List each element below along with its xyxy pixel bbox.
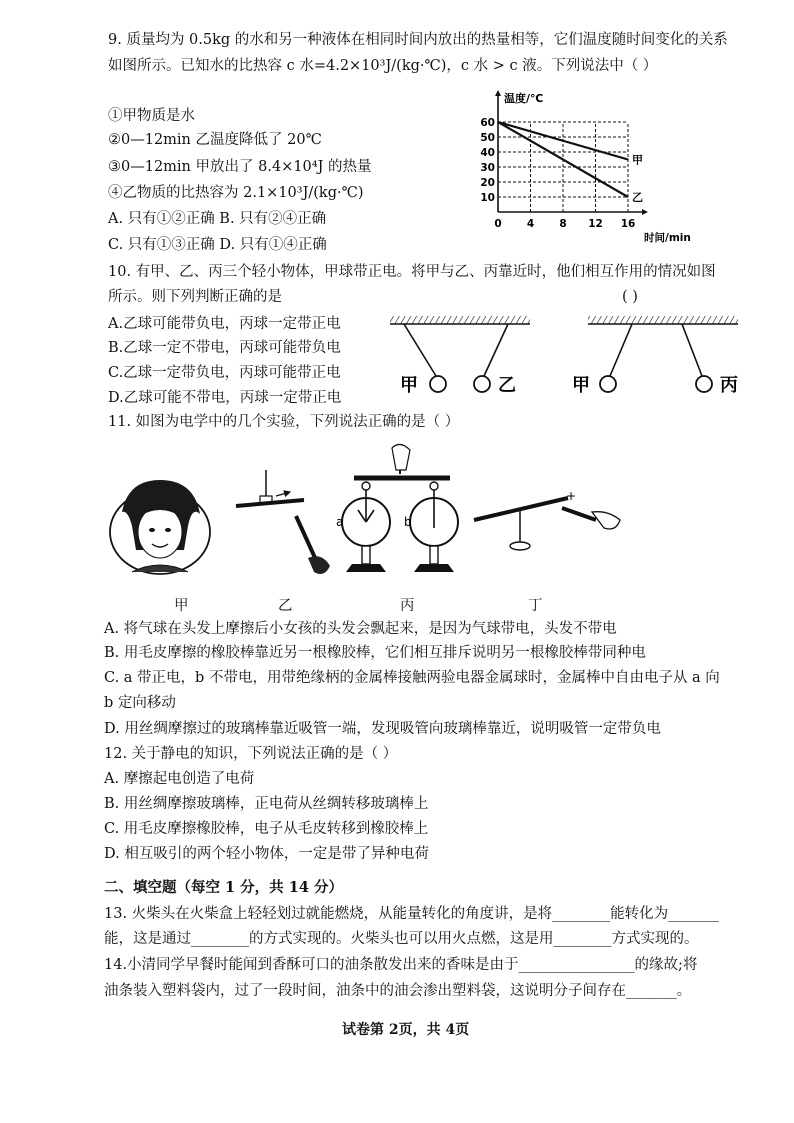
left-ceiling	[390, 316, 530, 324]
y-tick-label-1: 20	[480, 177, 495, 189]
q11-option-d: D. 用丝绸摩擦过的玻璃棒靠近吸管一端，发现吸管向玻璃棒靠近，说明吸管一定带负电	[104, 721, 661, 737]
q10-option-b: B.乙球一定不带电，丙球可能带负电	[108, 340, 341, 356]
q10-stem-line2: 所示。则下列判断正确的是	[108, 289, 282, 305]
temperature-time-chart	[474, 86, 710, 244]
q9-stem-line2: 如图所示。已知水的比热容 c 水=4.2×10³J/(kg·℃)，c 水 > c 液。下列说法中（ ）	[108, 58, 658, 74]
ball-bing	[696, 376, 712, 392]
x-tick-label-2: 8	[559, 218, 567, 230]
x-axis-arrow	[642, 209, 648, 215]
thread-jia-right	[610, 324, 632, 376]
q11-option-c: C. a 带正电，b 不带电，用带绝缘柄的金属棒接触两验电器金属球时，金属棒中自由电子从 a 向	[104, 670, 720, 686]
q14-line2: 油条装入塑料袋内，过了一段时间，油条中的油会渗出塑料袋，这说明分子间存在_______。	[104, 983, 692, 999]
y-axis-arrow	[495, 90, 501, 96]
chart-ticks	[480, 117, 635, 230]
q11-fig-label-ding: 丁	[528, 598, 543, 614]
y-tick-label-3: 40	[480, 147, 495, 159]
right-ceiling	[588, 316, 738, 324]
q9-statement-2: ②0—12min 乙温度降低了 20℃	[108, 132, 322, 148]
x-tick-label-0: 0	[494, 218, 502, 230]
thread-bing	[682, 324, 702, 376]
q12-option-d: D. 相互吸引的两个轻小物体，一定是带了异种电荷	[104, 846, 429, 862]
ball-yi	[474, 376, 490, 392]
q11-option-a: A. 将气球在头发上摩擦后小女孩的头发会飘起来，是因为气球带电，头发不带电	[104, 621, 617, 637]
q11-option-c-cont: b 定向移动	[104, 695, 176, 711]
girl-portrait-illustration	[110, 480, 210, 574]
x-tick-label-1: 4	[526, 218, 535, 230]
q10-stem-line1: 10. 有甲、乙、丙三个轻小物体，甲球带正电。将甲与乙、丙靠近时，他们相互作用的情况如图	[108, 264, 716, 280]
q12-option-c: C. 用毛皮摩擦橡胶棒，电子从毛皮转移到橡胶棒上	[104, 821, 429, 837]
label-jia-right: 甲	[572, 375, 590, 396]
label-jia-left: 甲	[400, 375, 418, 396]
chart-y-axis-label: 温度/℃	[504, 92, 544, 105]
q12-option-a: A. 摩擦起电创造了电荷	[104, 771, 255, 787]
electroscope-a-label: a	[336, 515, 344, 529]
label-bing: 丙	[720, 375, 738, 396]
q9-statement-3: ③0—12min 甲放出了 8.4×10⁴J 的热量	[108, 159, 372, 175]
label-yi: 乙	[498, 375, 516, 396]
ball-jia-left	[430, 376, 446, 392]
q9-statement-1: ①甲物质是水	[108, 108, 195, 124]
q14-line1: 14.小清同学早餐时能闻到香酥可口的油条散发出来的香味是由于________________的缘故;将	[104, 957, 698, 973]
q12-stem: 12. 关于静电的知识，下列说法正确的是（ ）	[104, 746, 398, 762]
y-tick-label-4: 50	[480, 132, 495, 144]
thread-jia-left	[404, 324, 436, 376]
q10-answer-paren: ( )	[622, 289, 638, 305]
q9-statement-4: ④乙物质的比热容为 2.1×10³J/(kg·℃)	[108, 185, 364, 201]
series-label-0: 甲	[632, 153, 643, 167]
q11-fig-label-yi: 乙	[278, 598, 293, 614]
electroscopes-experiment	[336, 444, 458, 572]
positive-charge-sign: +	[566, 489, 577, 503]
q9-options-1: A. 只有①②正确 B. 只有②④正确	[108, 211, 327, 227]
electroscope-b-label: b	[404, 515, 412, 529]
q11-fig-label-bing: 丙	[400, 598, 415, 614]
q11-fig-label-jia: 甲	[174, 598, 189, 614]
page-footer: 试卷第 2页，共 4页	[342, 1022, 470, 1038]
series-line-0	[498, 122, 628, 160]
thread-yi	[484, 324, 508, 376]
ball-jia-right	[600, 376, 616, 392]
q11-stem: 11. 如图为电学中的几个实验，下列说法正确的是（ ）	[108, 414, 460, 430]
q10-option-d: D.乙球可能不带电，丙球一定带正电	[108, 390, 342, 406]
chart-series	[498, 122, 643, 204]
y-tick-label-0: 10	[480, 192, 495, 204]
q11-option-b: B. 用毛皮摩擦的橡胶棒靠近另一根橡胶棒，它们相互排斥说明另一根橡胶棒带同种电	[104, 645, 646, 661]
q11-experiments-figure	[108, 440, 638, 592]
q10-hanging-balls-figure	[384, 312, 744, 402]
series-label-1: 乙	[632, 191, 643, 204]
q10-option-a: A.乙球可能带负电，丙球一定带正电	[108, 316, 341, 332]
q9-options-2: C. 只有①③正确 D. 只有①④正确	[108, 237, 327, 253]
x-tick-label-4: 16	[620, 218, 636, 230]
chart-grid	[498, 122, 628, 212]
straw-glass-rod-experiment	[474, 489, 620, 550]
chart-x-axis-label: 时间/min	[644, 232, 691, 244]
rubber-rod-experiment	[236, 470, 330, 574]
q13-line1: 13. 火柴头在火柴盒上轻轻划过就能燃烧，从能量转化的角度讲，是将________能转化为_______	[104, 906, 719, 922]
q9-stem-line1: 9. 质量均为 0.5kg 的水和另一种液体在相同时间内放出的热量相等，它们温度随时间变化的关系	[108, 32, 728, 48]
section-2-heading: 二、填空题（每空 1 分，共 14 分）	[104, 879, 343, 896]
q10-option-c: C.乙球一定带负电，丙球可能带正电	[108, 365, 341, 381]
y-tick-label-2: 30	[480, 162, 495, 174]
x-tick-label-3: 12	[588, 218, 603, 230]
q12-option-b: B. 用丝绸摩擦玻璃棒，正电荷从丝绸转移玻璃棒上	[104, 796, 429, 812]
y-tick-label-5: 60	[480, 117, 495, 129]
q13-line2: 能，这是通过________的方式实现的。火柴头也可以用火点燃，这是用________方式实现的。	[104, 931, 699, 947]
